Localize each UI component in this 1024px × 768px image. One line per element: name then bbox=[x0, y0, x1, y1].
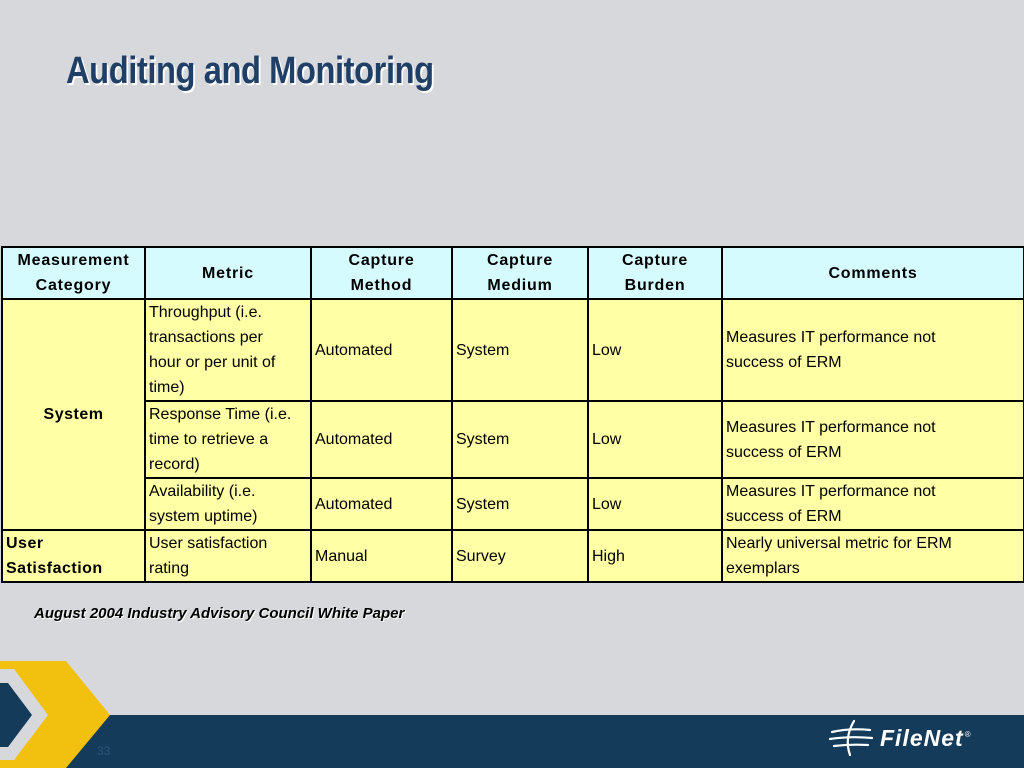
registered-mark: ® bbox=[964, 730, 971, 739]
capture-burden-cell: Low bbox=[588, 478, 722, 530]
comments-cell: Measures IT performance not success of ERM bbox=[722, 299, 1024, 401]
capture-method-cell: Automated bbox=[311, 401, 452, 478]
capture-medium-cell: Survey bbox=[452, 530, 588, 582]
chevron-icon bbox=[0, 661, 110, 768]
header-metric: Metric bbox=[145, 247, 311, 299]
comments-cell: Nearly universal metric for ERM exemplars bbox=[722, 530, 1024, 582]
table-row bbox=[2, 478, 1024, 530]
capture-method-cell: Automated bbox=[311, 299, 452, 401]
capture-burden-cell: Low bbox=[588, 401, 722, 478]
filenet-globe-icon bbox=[828, 718, 874, 758]
header-measurement-category: Measurement Category bbox=[2, 247, 145, 299]
capture-method-cell: Manual bbox=[311, 530, 452, 582]
page-number: 33 bbox=[97, 744, 111, 758]
header-capture-burden: Capture Burden bbox=[588, 247, 722, 299]
slide-title: Auditing and Monitoring bbox=[66, 50, 434, 92]
filenet-wordmark: FileNet bbox=[880, 724, 964, 751]
capture-burden-cell: Low bbox=[588, 299, 722, 401]
header-capture-method: Capture Method bbox=[311, 247, 452, 299]
capture-burden-cell: High bbox=[588, 530, 722, 582]
source-footnote: August 2004 Industry Advisory Council White Paper bbox=[34, 605, 405, 622]
table-header-row bbox=[2, 247, 1024, 299]
metric-cell: User satisfaction rating bbox=[145, 530, 311, 582]
capture-medium-cell: System bbox=[452, 401, 588, 478]
metric-cell: Throughput (i.e. transactions per hour or per unit of time) bbox=[145, 299, 311, 401]
metric-cell: Response Time (i.e. time to retrieve a record) bbox=[145, 401, 311, 478]
capture-medium-cell: System bbox=[452, 299, 588, 401]
table-row bbox=[2, 530, 1024, 582]
category-cell-user-satisfaction: User Satisfaction bbox=[2, 530, 145, 582]
capture-medium-cell: System bbox=[452, 478, 588, 530]
filenet-logo bbox=[828, 718, 998, 758]
capture-method-cell: Automated bbox=[311, 478, 452, 530]
category-cell-system: System bbox=[2, 299, 145, 530]
audit-metrics-table bbox=[1, 246, 1024, 583]
comments-cell: Measures IT performance not success of ERM bbox=[722, 401, 1024, 478]
header-capture-medium: Capture Medium bbox=[452, 247, 588, 299]
table-row bbox=[2, 401, 1024, 478]
table-row bbox=[2, 299, 1024, 401]
header-comments: Comments bbox=[722, 247, 1024, 299]
metric-cell: Availability (i.e. system uptime) bbox=[145, 478, 311, 530]
comments-cell: Measures IT performance not success of ERM bbox=[722, 478, 1024, 530]
